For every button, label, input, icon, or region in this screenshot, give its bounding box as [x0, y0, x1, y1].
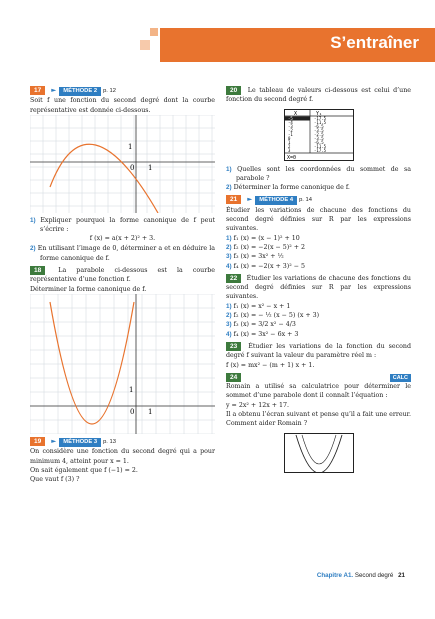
exercise-number: 21: [226, 195, 241, 204]
exercise-line: On sait également que f (−1) = 2.: [30, 466, 138, 474]
question-text: Expliquer pourquoi la forme canonique de f peut s’écrire :: [40, 216, 215, 234]
table-cell-x: -4: [288, 119, 293, 125]
exercise-23: [226, 342, 411, 370]
question-number: 4): [226, 262, 232, 270]
exercise-22: [226, 274, 411, 339]
function-item: f₄ (x) = −2(x + 3)² − 5: [233, 262, 306, 270]
formula: f (x) = mx² − (m + 1) x + 1.: [226, 361, 315, 369]
table-cell-y: -17.5: [314, 147, 327, 153]
question-text: Déterminer la forme canonique de f.: [233, 184, 350, 192]
header-band: [160, 28, 435, 62]
page-number: 21: [398, 572, 405, 579]
question-number: 3): [226, 321, 232, 329]
calc-badge: CALC: [390, 374, 411, 382]
exercise-text: Il a obtenu l’écran suivant et pense qu’il a fait une erreur. Comment aider Romain ?: [226, 411, 411, 428]
question-text: En utilisant l’image de 0, déterminer a et en déduire la forme canonique de f.: [37, 245, 215, 262]
table-cell-y: -11.5: [314, 119, 327, 125]
axis-origin: 0: [130, 407, 135, 416]
exercise-20: [226, 86, 411, 192]
table-cell-x: -5: [288, 115, 293, 121]
exercise-intro: Étudier les variations de la fonction du second degré f suivant la valeur du paramètre réel m :: [226, 342, 411, 360]
exercise-question: Déterminer la forme canonique de f.: [30, 285, 147, 293]
exercise-number: 24: [226, 373, 241, 382]
arrow-icon: ►: [51, 86, 57, 94]
arrow-icon: ►: [247, 195, 253, 204]
exercise-18: [30, 266, 215, 434]
table-cell-y: -6.5: [314, 139, 324, 145]
exercise-text: Romain a utilisé sa calculatrice pour déterminer le sommet d’une parabole dont il connaît l’équation :: [226, 383, 411, 400]
table-cell-y: -11.5: [314, 143, 327, 149]
exercise-24: [226, 373, 411, 473]
table-header-y: Y₁: [316, 110, 323, 117]
question-number: 2): [226, 243, 232, 251]
chapter-subject: Second degré: [354, 572, 394, 579]
method-badge: MÉTHODE 4: [255, 196, 297, 205]
formula: f (x) = a(x + 2)² + 3.: [89, 235, 156, 243]
parabola-graph-17: [30, 115, 215, 213]
axis-label-one: 1: [148, 407, 153, 416]
axis-label-one: 1: [129, 385, 134, 394]
exercise-number: 19: [30, 437, 45, 446]
table-footer: X=0: [287, 154, 297, 161]
question-number: 4): [226, 330, 232, 338]
calculator-table: [284, 109, 354, 161]
function-item: f₁ (x) = x² − x + 1: [233, 302, 291, 310]
question-number: 2): [30, 245, 36, 253]
header-decoration: [150, 28, 158, 36]
exercise-intro: Étudier les variations de chacune des fonctions du second degré définies sur R par les expressions suivantes.: [226, 274, 411, 301]
table-cell-y: -3.5: [314, 127, 324, 133]
table-cell-x: 3: [288, 147, 291, 153]
exercise-line: Que vaut f (3) ?: [30, 476, 80, 484]
exercise-intro: La parabole ci-dessous est la courbe représentative d’une fonction f.: [30, 267, 215, 284]
exercise-number: 18: [30, 266, 45, 275]
right-column: [226, 86, 411, 473]
table-cell-x: -1: [288, 131, 293, 137]
exercise-intro: Le tableau de valeurs ci-dessous est celui d’une fonction du second degré f.: [226, 87, 411, 104]
question-number: 3): [226, 253, 232, 261]
axis-label-one: 1: [128, 142, 133, 151]
exercise-number: 20: [226, 86, 241, 95]
table-cell-y: -17.5: [314, 115, 327, 121]
question-number: 1): [226, 165, 232, 173]
function-item: f₃ (x) = 3x² + ½: [233, 253, 284, 261]
function-item: f₄ (x) = 3x² − 6x + 3: [233, 330, 299, 338]
exercise-intro: Soit f une fonction du second degré dont la courbe représentative est donnée ci-dessous.: [30, 97, 215, 114]
parabola-curve: [50, 144, 158, 213]
method-page: p. 12: [103, 88, 116, 94]
header-decoration: [140, 40, 150, 50]
method-badge: MÉTHODE 3: [59, 438, 101, 447]
method-badge: MÉTHODE 2: [59, 87, 101, 96]
axis-origin: 0: [130, 163, 135, 172]
calculator-screen: [284, 433, 354, 473]
function-item: f₃ (x) = 3/2 x² − 4/3: [233, 321, 296, 329]
question-text: Quelles sont les coordonnées du sommet de sa parabole ?: [236, 165, 411, 182]
question-number: 1): [226, 302, 232, 310]
table-cell-y: -6.5: [314, 123, 324, 129]
table-cell-x: -2: [288, 127, 293, 133]
formula: y = 2x² + 12x + 17.: [226, 401, 290, 409]
table-cell-x: 0: [288, 135, 291, 141]
method-page: p. 13: [103, 438, 116, 445]
method-page: p. 14: [299, 197, 312, 204]
question-number: 1): [226, 234, 232, 242]
exercise-17: [30, 86, 215, 263]
function-item: f₂ (x) = −2(x − 5)² + 2: [233, 243, 306, 251]
table-cell-y: -3.5: [314, 135, 324, 141]
table-cell-x: 2: [288, 143, 291, 149]
table-header-x: X: [294, 110, 298, 117]
left-column: [30, 86, 215, 484]
exercise-number: 22: [226, 274, 241, 283]
question-number: 2): [226, 184, 232, 192]
exercise-number: 23: [226, 342, 241, 351]
exercise-intro: Étudier les variations de chacune des fonctions du second degré définies sur R par les expressions suivantes.: [226, 206, 411, 233]
question-number: 1): [30, 216, 36, 224]
table-cell-y: -2.5: [314, 131, 324, 137]
exercise-19: [30, 437, 215, 484]
page-title: S’entraîner: [330, 33, 419, 52]
exercise-21: [226, 195, 411, 270]
question-number: 2): [226, 312, 232, 320]
table-cell-x: -3: [288, 123, 293, 129]
function-item: f₁ (x) = (x − 1)² + 10: [233, 234, 300, 242]
axis-label-one: 1: [148, 163, 153, 172]
parabola-graph-18: [30, 294, 215, 434]
chapter-label: Chapitre A1.: [316, 572, 354, 579]
exercise-line: On considère une fonction du second degré qui a pour minimum 4, atteint pour x = 1.: [30, 448, 215, 465]
page-footer: [317, 572, 405, 579]
exercise-number: 17: [30, 86, 45, 95]
function-item: f₂ (x) = − ½ (x − 5) (x + 3): [233, 312, 320, 320]
table-cell-x: 1: [288, 139, 291, 145]
arrow-icon: ►: [51, 436, 57, 445]
